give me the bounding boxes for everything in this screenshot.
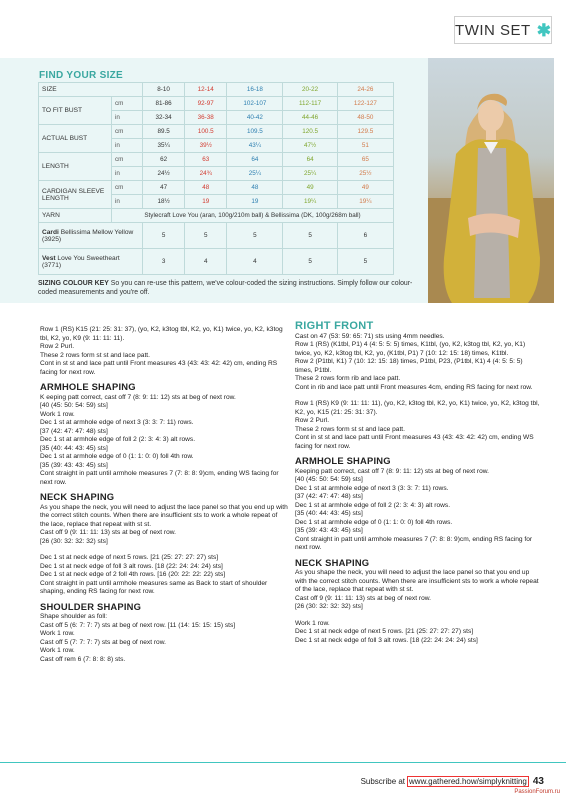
row-text: [37 (42: 47: 47: 48) sts]	[40, 427, 108, 435]
measurement-value: 43¼	[227, 139, 283, 153]
row-text: Dec 1 st at armhole edge of foll 2 (2: 3: 4: 3) alt rows.	[295, 501, 451, 509]
measurement-value: 25½	[337, 167, 393, 181]
right-front-heading: RIGHT FRONT	[295, 320, 374, 332]
row-text: [35 (39: 43: 43: 45) sts]	[295, 527, 363, 534]
unit-cell: cm	[112, 181, 143, 195]
row-text: [35 (40: 44: 43: 45) sts]	[40, 444, 108, 452]
row-text: [40 (45: 50: 54: 59) sts]	[295, 476, 363, 483]
row-text: These 2 rows form st st and lace patt.	[295, 425, 405, 433]
measurement-value: 19	[185, 195, 227, 209]
yarn-description: Stylecraft Love You (aran, 100g/210m ball) & Bellissima (DK, 100g/268m ball)	[112, 209, 394, 223]
yarn-amount: 5	[227, 223, 283, 249]
measurement-label: ACTUAL BUST	[39, 125, 112, 153]
measurement-value: 100.5	[185, 125, 227, 139]
measurement-value: 36-38	[185, 111, 227, 125]
right-column	[295, 322, 540, 645]
size-header-cell: 12-14	[185, 83, 227, 97]
measurement-value: 49	[283, 181, 337, 195]
measurement-row	[39, 181, 394, 195]
row-text: Cast off 5 (6: 7: 7: 7) sts at beg of next row. [11 (14: 15: 15: 15) sts]	[40, 621, 236, 629]
row-text: Shape shoulder as foll:	[40, 613, 108, 620]
row-text: Row 1 (RS) K9 (9: 11: 11: 11), (yo, K2, k3tog tbl, K2, yo, K1) twice, yo, K2, k3tog tbl, K2, yo, K15 (21: 25: 31: 37).	[295, 400, 540, 416]
row-text: Dec 1 st at armhole edge of 0 (1: 1: 0: 0) foll 4th row.	[40, 453, 194, 460]
row-text: [26 (30: 32: 32: 32) sts]	[295, 603, 363, 610]
row-text: Dec 1 st at armhole edge of next 3 (3: 3: 7: 11) rows.	[295, 484, 449, 492]
measurement-value: 122-127	[337, 97, 393, 111]
unit-cell: cm	[112, 97, 143, 111]
row-text: Dec 1 st at neck edge of 2 foll 4th rows. [16 (20: 22: 22: 22) sts]	[40, 571, 226, 578]
garment-name: Vest	[42, 254, 56, 262]
row-text: Cont in st st and lace patt until Front measures 43 (43: 43: 42: 42) cm, ending RS facing for next row.	[40, 360, 278, 376]
measurement-value: 48	[227, 181, 283, 195]
row-text: Row 1 (RS) K15 (21: 25: 31: 37), (yo, K2, k3tog tbl, K2, yo, K1) twice, yo, K2, k3tog tbl, K2, yo, K9 (9: 11: 11: 11).	[40, 326, 283, 342]
size-header-cell: 8-10	[143, 83, 185, 97]
measurement-value: 89.5	[143, 125, 185, 139]
row-text: Work 1 row.	[40, 630, 75, 637]
row-text: K eeping patt correct, cast off 7 (8: 9: 11: 12) sts at beg of next row.	[40, 393, 236, 401]
measurement-value: 32-34	[143, 111, 185, 125]
colour-key	[38, 280, 418, 297]
yarn-label: YARN	[39, 209, 112, 223]
size-table	[38, 82, 394, 275]
row-text: [35 (39: 43: 43: 45) sts]	[40, 461, 108, 469]
row-text: Cast off rem 6 (7: 8: 8: 8) sts.	[40, 655, 126, 663]
measurement-value: 25¼	[227, 167, 283, 181]
measurement-value: 92-97	[185, 97, 227, 111]
unit-cell: in	[112, 195, 143, 209]
measurement-row	[39, 97, 394, 111]
size-label: SIZE	[39, 83, 143, 97]
measurement-value: 63	[185, 153, 227, 167]
section-tag	[454, 16, 552, 44]
yarn-name	[39, 223, 143, 249]
row-text: [37 (42: 47: 47: 48) sts]	[295, 493, 363, 500]
row-text: Cast off 5 (7: 7: 7: 7) sts at beg of next row.	[40, 638, 166, 646]
size-header-row	[39, 83, 394, 97]
footer-divider	[0, 762, 566, 763]
row-text: [35 (40: 44: 43: 45) sts]	[295, 510, 363, 517]
row-text: Dec 1 st at armhole edge of foll 2 (2: 3: 4: 3) alt rows.	[40, 436, 196, 443]
size-header-cell: 24-26	[337, 83, 393, 97]
measurement-row	[39, 153, 394, 167]
measurement-value: 24½	[143, 167, 185, 181]
yarn-amount: 3	[143, 249, 185, 275]
measurement-value: 19¼	[283, 195, 337, 209]
measurement-value: 109.5	[227, 125, 283, 139]
measurement-value: 47½	[283, 139, 337, 153]
yarn-amount: 4	[185, 249, 227, 275]
yarn-amount-row	[39, 249, 394, 275]
subscribe-text: Subscribe at	[360, 777, 406, 786]
yarn-row	[39, 209, 394, 223]
row-text: Cont straight in patt until armhole measures same as Back to start of shoulder shaping, ending RS facing for next row.	[40, 579, 268, 595]
yarn-amount: 5	[185, 223, 227, 249]
measurement-value: 64	[283, 153, 337, 167]
measurement-row	[39, 125, 394, 139]
measurement-value: 44-46	[283, 111, 337, 125]
footer	[361, 776, 544, 787]
row-text: Cast off 9 (9: 11: 11: 13) sts at beg of next row.	[295, 594, 431, 602]
measurement-value: 112-117	[283, 97, 337, 111]
row-text: Cont in rib and lace patt until Front measures 4cm, ending RS facing for next row.	[295, 383, 533, 391]
measurement-value: 19¼	[337, 195, 393, 209]
measurement-value: 102-107	[227, 97, 283, 111]
garment-name: Cardi	[42, 228, 59, 236]
yarn-amount: 5	[337, 249, 393, 275]
measurement-value: 25¼	[283, 167, 337, 181]
row-text: Work 1 row.	[40, 410, 75, 418]
unit-cell: in	[112, 111, 143, 125]
row-text: Dec 1 st at armhole edge of 0 (1: 1: 0: 0) foll 4th rows.	[295, 518, 453, 526]
measurement-value: 64	[227, 153, 283, 167]
neck-heading: NECK SHAPING	[40, 491, 115, 502]
measurement-label: TO FIT BUST	[39, 97, 112, 125]
page-number: 43	[532, 776, 544, 787]
row-text: Cast on 47 (53: 59: 65: 71) sts using 4mm needles.	[295, 332, 445, 340]
row-text: Dec 1 st at armhole edge of next 3 (3: 3: 7: 11) rows.	[40, 419, 194, 426]
unit-cell: in	[112, 139, 143, 153]
measurement-value: 18½	[143, 195, 185, 209]
left-column	[40, 326, 288, 664]
measurement-value: 129.5	[337, 125, 393, 139]
measurement-value: 65	[337, 153, 393, 167]
measurement-value: 120.5	[283, 125, 337, 139]
yarn-amount: 6	[337, 223, 393, 249]
measurement-value: 62	[143, 153, 185, 167]
watermark: PassionForum.ru	[514, 789, 560, 795]
row-text: Work 1 row.	[40, 647, 75, 654]
armhole-heading: ARMHOLE SHAPING	[295, 455, 391, 466]
row-text: As you shape the neck, you will need to adjust the lace panel so that you end up with the correct stitch counts. When there are insufficient sts to work a whole repeat of the lace, replace that repeat with st st.	[295, 569, 539, 593]
row-text: Cast off 9 (9: 11: 11: 13) sts at beg of next row.	[40, 529, 176, 536]
row-text: [26 (30: 32: 32: 32) sts]	[40, 537, 108, 545]
measurement-label: LENGTH	[39, 153, 112, 181]
yarn-amount: 5	[283, 223, 337, 249]
model-illustration	[428, 58, 554, 303]
row-text: Cont straight in patt until armhole measures 7 (7: 8: 8: 9)cm, ending WS facing for next row.	[40, 470, 279, 486]
size-header-cell: 20-22	[283, 83, 337, 97]
subscribe-link[interactable]: www.gathered.how/simplyknitting	[409, 777, 527, 786]
measurement-value: 19	[227, 195, 283, 209]
measurement-value: 49	[337, 181, 393, 195]
shoulder-heading: SHOULDER SHAPING	[40, 600, 142, 612]
yarn-amount-row	[39, 223, 394, 249]
row-text: Cont in st st and lace patt until Front measures 43 (43: 43: 42: 42) cm, ending WS facing for next row.	[295, 434, 534, 450]
row-text: These 2 rows form st st and lace patt.	[40, 351, 150, 359]
size-table-title: FIND YOUR SIZE	[39, 70, 124, 81]
measurement-value: 48	[185, 181, 227, 195]
model-photo	[428, 58, 554, 303]
measurement-value: 40-42	[227, 111, 283, 125]
row-text: These 2 rows form rib and lace patt.	[295, 375, 401, 382]
colour-key-label: SIZING COLOUR KEY	[38, 280, 109, 287]
measurement-value: 51	[337, 139, 393, 153]
size-header-cell: 16-18	[227, 83, 283, 97]
yarn-amount: 5	[143, 223, 185, 249]
yarn-shade: Love You Sweetheart (3771)	[42, 254, 120, 269]
section-title: TWIN SET	[455, 21, 531, 39]
row-text: Dec 1 st at neck edge of foll 3 alt rows. [18 (22: 24: 24: 24) sts]	[40, 562, 223, 570]
row-text: Dec 1 st at neck edge of next 5 rows. [21 (25: 27: 27: 27) sts]	[295, 628, 474, 635]
armhole-heading: ARMHOLE SHAPING	[40, 381, 136, 392]
row-text: Keeping patt correct, cast off 7 (8: 9: 11: 12) sts at beg of next row.	[295, 467, 490, 475]
row-text: Cont straight in patt until armhole measures 7 (7: 8: 8: 9)cm, ending RS facing for next row.	[295, 535, 533, 551]
unit-cell: in	[112, 167, 143, 181]
measurement-value: 35¼	[143, 139, 185, 153]
asterisk-icon: ✱	[536, 20, 551, 40]
row-text: Row 1 (RS) (K1tbl, P1) 4 (4: 5: 5: 5) times, K1tbl, (yo, K2, k3tog tbl, K2, yo, K1) twice, yo, K2, k3tog tbl, K2, yo, (K1tbl, P1) 7 (10: 12: 15: 18) times, K1tbl.	[295, 341, 526, 357]
yarn-amount: 4	[227, 249, 283, 275]
measurement-value: 24¾	[185, 167, 227, 181]
row-text: Dec 1 st at neck edge of foll 3 alt rows. [18 (22: 24: 24: 24) sts]	[295, 636, 478, 644]
unit-cell: cm	[112, 153, 143, 167]
colour-key-text: So you can re-use this pattern, we've colour-coded the sizing instructions. Simply follow our colour-coded measurements and you're off.	[38, 280, 413, 296]
row-text: [40 (45: 50: 54: 59) sts]	[40, 402, 108, 409]
neck-heading: NECK SHAPING	[295, 556, 370, 568]
measurement-value: 47	[143, 181, 185, 195]
yarn-shade: Bellissima Mellow Yellow (3925)	[42, 228, 134, 243]
measurement-value: 48-50	[337, 111, 393, 125]
row-text: Row 2 Purl.	[295, 417, 330, 424]
unit-cell: cm	[112, 125, 143, 139]
measurement-value: 39½	[185, 139, 227, 153]
row-text: Row 2 (P1tbl, K1) 7 (10: 12: 15: 18) times, P1tbl, P23, (P1tbl, K1) 4 (4: 5: 5: 5) times, P1tbl.	[295, 358, 523, 374]
row-text: As you shape the neck, you will need to adjust the lace panel so that you end up with the correct stitch counts. When there are insufficient sts to work a whole repeat of the lace, replace that repeat with st st.	[40, 503, 288, 528]
measurement-value: 81-86	[143, 97, 185, 111]
row-text: Work 1 row.	[295, 619, 330, 627]
yarn-amount: 5	[283, 249, 337, 275]
row-text: Dec 1 st at neck edge of next 5 rows. [21 (25: 27: 27: 27) sts]	[40, 554, 219, 561]
yarn-name	[39, 249, 143, 275]
row-text: Row 2 Purl.	[40, 343, 75, 350]
measurement-label: CARDIGAN SLEEVE LENGTH	[39, 181, 112, 209]
